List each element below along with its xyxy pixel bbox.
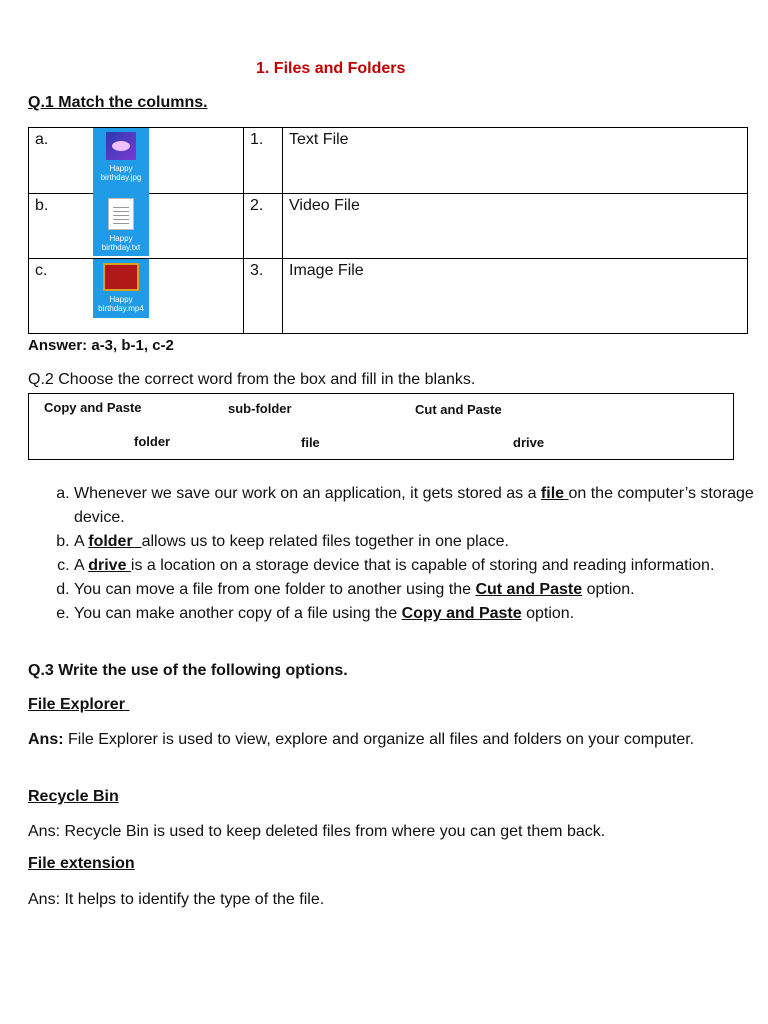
recycle-bin-answer: Ans: Recycle Bin is used to keep deleted files from where you can get them back. <box>28 823 606 840</box>
file-explorer-heading: File Explorer <box>28 696 130 713</box>
word-option: sub-folder <box>228 401 292 416</box>
file-extension-heading: File extension <box>28 855 135 872</box>
filled-answer: Cut and Paste <box>475 581 583 598</box>
q3-heading: Q.3 Write the use of the following options. <box>28 662 348 679</box>
row-letter: b. <box>35 197 49 214</box>
file-type: Image File <box>283 259 748 334</box>
word-box <box>28 393 734 460</box>
word-option: Copy and Paste <box>44 400 142 415</box>
fill-in-list <box>28 482 768 626</box>
video-file-icon <box>93 259 149 318</box>
q1-answer: Answer: a-3, b-1, c-2 <box>28 337 174 354</box>
word-option: folder <box>134 434 171 449</box>
table-row <box>29 259 748 334</box>
file-type: Video File <box>283 194 748 259</box>
icon-label: Happy birthday.mp4 <box>98 295 144 313</box>
row-letter: c. <box>35 262 48 279</box>
file-explorer-answer: Ans: File Explorer is used to view, explore and organize all files and folders on your computer. <box>28 731 695 748</box>
icon-label: Happy birthday.txt <box>101 234 141 252</box>
list-item: b. A folder allows us to keep related files together in one place. <box>74 530 768 554</box>
file-type: Text File <box>283 128 748 194</box>
row-number: 3. <box>244 259 283 334</box>
list-item: d. You can move a file from one folder to another using the Cut and Paste option. <box>74 578 768 602</box>
q1-heading: Q.1 Match the columns. <box>28 94 208 111</box>
filled-answer: file <box>540 485 569 502</box>
file-extension-answer: Ans: It helps to identify the type of the file. <box>28 891 325 908</box>
row-number: 1. <box>244 128 283 194</box>
filled-answer: folder <box>88 533 142 550</box>
image-file-icon <box>93 128 149 194</box>
list-item: a. Whenever we save our work on an application, it gets stored as a file on the computer’s storage device. <box>74 482 768 530</box>
word-option: drive <box>513 435 545 450</box>
image-thumbnail <box>106 132 136 160</box>
text-thumbnail <box>108 198 134 230</box>
table-row <box>29 194 748 259</box>
word-option: file <box>301 435 320 450</box>
q2-heading: Q.2 Choose the correct word from the box and fill in the blanks. <box>28 371 476 388</box>
text-file-icon <box>93 194 149 256</box>
icon-label: Happy birthday.jpg <box>100 164 142 182</box>
filled-answer: drive <box>88 557 131 574</box>
list-item: c. A drive is a location on a storage device that is capable of storing and reading information. <box>74 554 768 578</box>
video-thumbnail <box>103 263 139 291</box>
list-item: e. You can make another copy of a file using the Copy and Paste option. <box>74 602 768 626</box>
row-number: 2. <box>244 194 283 259</box>
recycle-bin-heading: Recycle Bin <box>28 788 119 805</box>
row-letter: a. <box>35 131 49 148</box>
table-row <box>29 128 748 194</box>
filled-answer: Copy and Paste <box>401 605 522 622</box>
match-table <box>28 127 748 334</box>
page-title: 1. Files and Folders <box>256 60 406 77</box>
word-option: Cut and Paste <box>415 402 502 417</box>
